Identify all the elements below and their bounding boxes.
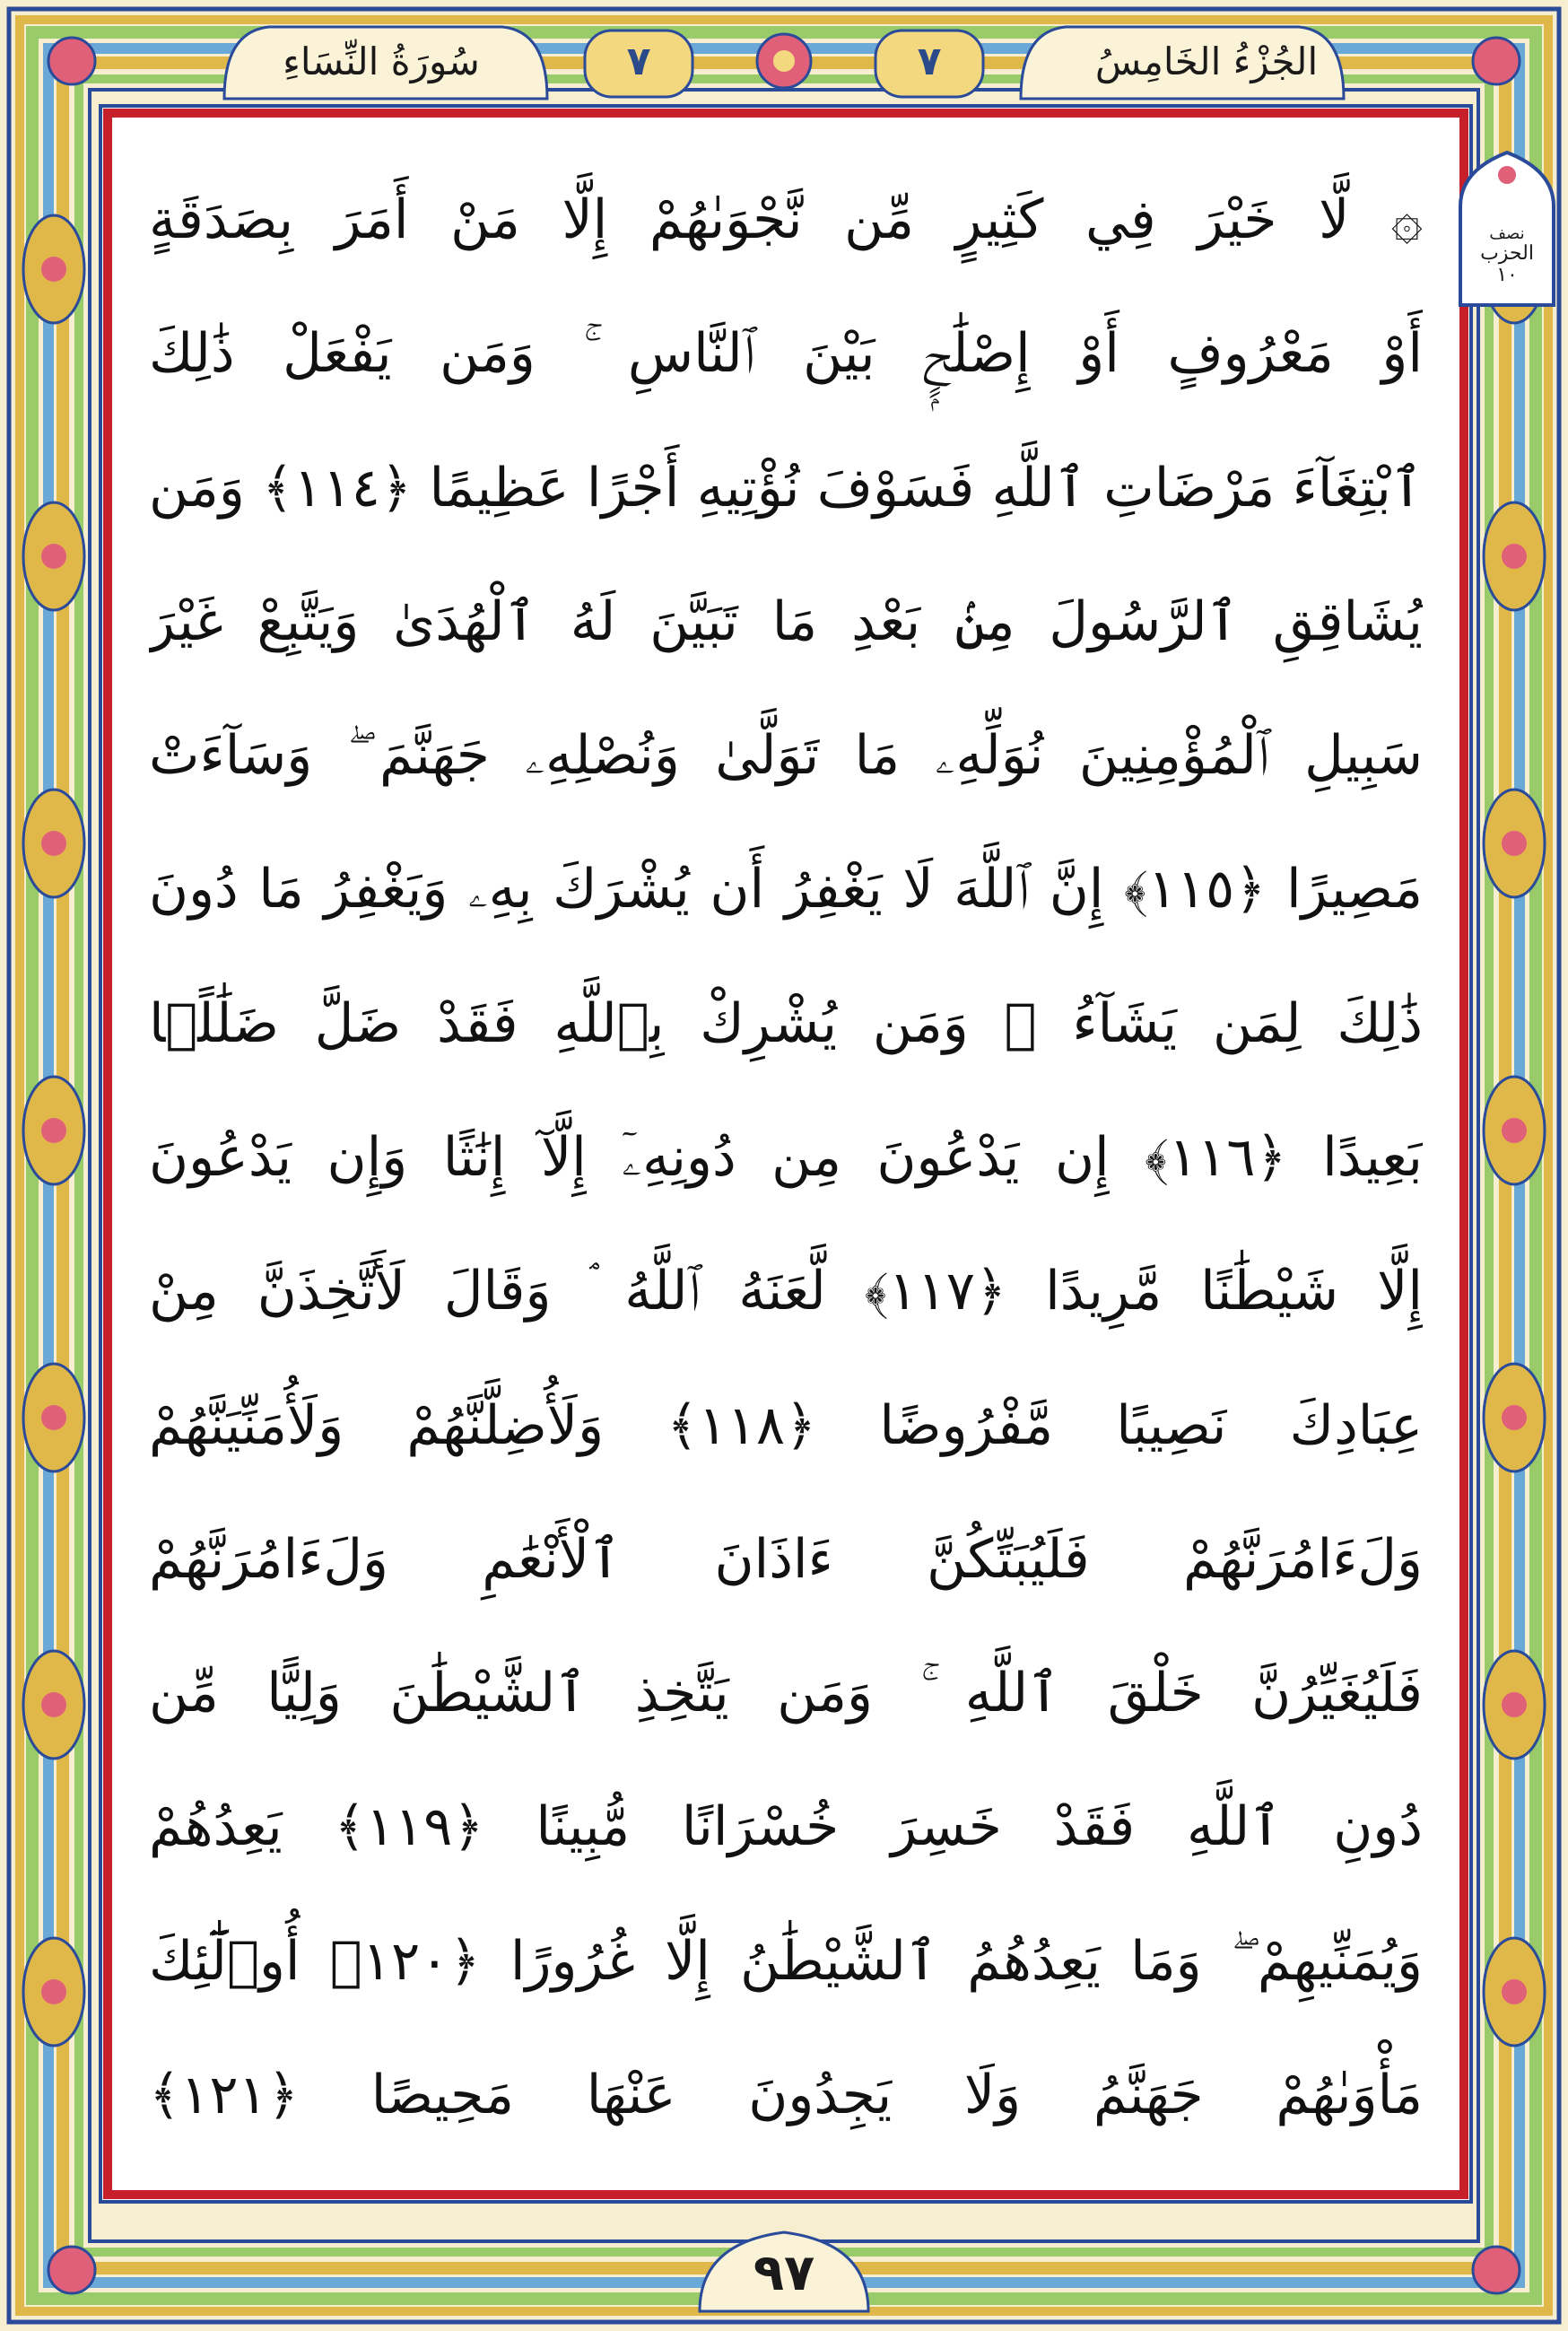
medallion-center xyxy=(41,1405,66,1430)
text-line: وَلَءَامُرَنَّهُمْ فَلَيُبَتِّكُنَّ ءَاذَانَ ٱلْأَنْعَٰمِ وَلَءَامُرَنَّهُمْ xyxy=(149,1527,1423,1591)
medallion-center xyxy=(1502,1118,1527,1143)
header-indicator-right: ٧ xyxy=(917,38,942,84)
medallion-center xyxy=(41,1118,66,1143)
medallion-center xyxy=(1502,1405,1527,1430)
medallion-center xyxy=(41,831,66,856)
hizb-marker-label: نصف xyxy=(1489,223,1525,243)
medallion-center xyxy=(41,1979,66,2004)
text-line: مَأْوَىٰهُمْ جَهَنَّمُ وَلَا يَجِدُونَ عَنْهَا مَحِيصًا ﴿١٢١﴾ xyxy=(149,2063,1423,2126)
page-number: ٩٧ xyxy=(753,2243,815,2302)
text-line: ۞ لَّا خَيْرَ فِي كَثِيرٍ مِّن نَّجْوَىٰهُمْ إِلَّا مَنْ أَمَرَ بِصَدَقَةٍ xyxy=(149,188,1423,251)
hizb-marker xyxy=(1464,206,1550,305)
quran-lines xyxy=(149,160,1423,2156)
juz-name: الجُزْءُ الخَامِسُ xyxy=(1094,39,1319,83)
text-line: وَيُمَنِّيهِمْ ۖ وَمَا يَعِدُهُمُ ٱلشَّيْطَٰنُ إِلَّا غُرُورًا ﴿١٢٠﴾ أُو۟لَٰٓئِكَ xyxy=(149,1929,1423,1993)
text-line: بَعِيدًا ﴿١١٦﴾ إِن يَدْعُونَ مِن دُونِهِۦٓ إِلَّآ إِنَٰثًا وَإِن يَدْعُونَ xyxy=(149,1125,1423,1189)
text-line: مَصِيرًا ﴿١١٥﴾ إِنَّ ٱللَّهَ لَا يَغْفِرُ أَن يُشْرَكَ بِهِۦ وَيَغْفِرُ مَا دُونَ xyxy=(149,858,1423,921)
medallion-center xyxy=(1502,1979,1527,2004)
hizb-marker-number: ١٠ xyxy=(1496,263,1518,286)
surah-name: سُورَةُ النِّسَاءِ xyxy=(283,39,480,83)
text-line: ذَٰلِكَ لِمَن يَشَآءُ ۚ وَمَن يُشْرِكْ بِٱللَّهِ فَقَدْ ضَلَّ ضَلَٰلًۢا xyxy=(149,991,1423,1055)
medallion-center xyxy=(1502,544,1527,569)
text-line: ٱبْتِغَآءَ مَرْضَاتِ ٱللَّهِ فَسَوْفَ نُؤْتِيهِ أَجْرًا عَظِيمًا ﴿١١٤﴾ وَمَن xyxy=(149,456,1423,519)
text-line: يُشَاقِقِ ٱلرَّسُولَ مِنۢ بَعْدِ مَا تَبَيَّنَ لَهُ ٱلْهُدَىٰ وَيَتَّبِعْ غَيْرَ xyxy=(149,589,1423,653)
text-line: عِبَادِكَ نَصِيبًا مَّفْرُوضًا ﴿١١٨﴾ وَلَأُضِلَّنَّهُمْ وَلَأُمَنِّيَنَّهُمْ xyxy=(149,1393,1423,1457)
medallion-center xyxy=(1502,1692,1527,1717)
medallion-center xyxy=(41,1692,66,1717)
text-panel xyxy=(113,119,1459,2190)
text-line: إِلَّا شَيْطَٰنًا مَّرِيدًا ﴿١١٧﴾ لَّعَنَهُ ٱللَّهُ ۘ وَقَالَ لَأَتَّخِذَنَّ مِنْ xyxy=(149,1260,1423,1323)
hizb-marker-word: الحزب xyxy=(1480,241,1534,265)
text-line: سَبِيلِ ٱلْمُؤْمِنِينَ نُوَلِّهِۦ مَا تَوَلَّىٰ وَنُصْلِهِۦ جَهَنَّمَ ۖ وَسَآءَتْ xyxy=(149,724,1423,788)
text-line: دُونِ ٱللَّهِ فَقَدْ خَسِرَ خُسْرَانًا مُّبِينًا ﴿١١٩﴾ يَعِدُهُمْ xyxy=(149,1795,1423,1859)
text-line: أَوْ مَعْرُوفٍ أَوْ إِصْلَٰحٍۭ بَيْنَ ٱلنَّاسِ ۚ وَمَن يَفْعَلْ ذَٰلِكَ xyxy=(149,322,1423,386)
text-line: فَلَيُغَيِّرُنَّ خَلْقَ ٱللَّهِ ۚ وَمَن يَتَّخِذِ ٱلشَّيْطَٰنَ وَلِيًّا مِّن xyxy=(149,1662,1423,1725)
medallion-center xyxy=(1502,831,1527,856)
medallion-center xyxy=(41,544,66,569)
header-indicator-left: ٧ xyxy=(626,38,651,84)
medallion-center xyxy=(41,257,66,282)
